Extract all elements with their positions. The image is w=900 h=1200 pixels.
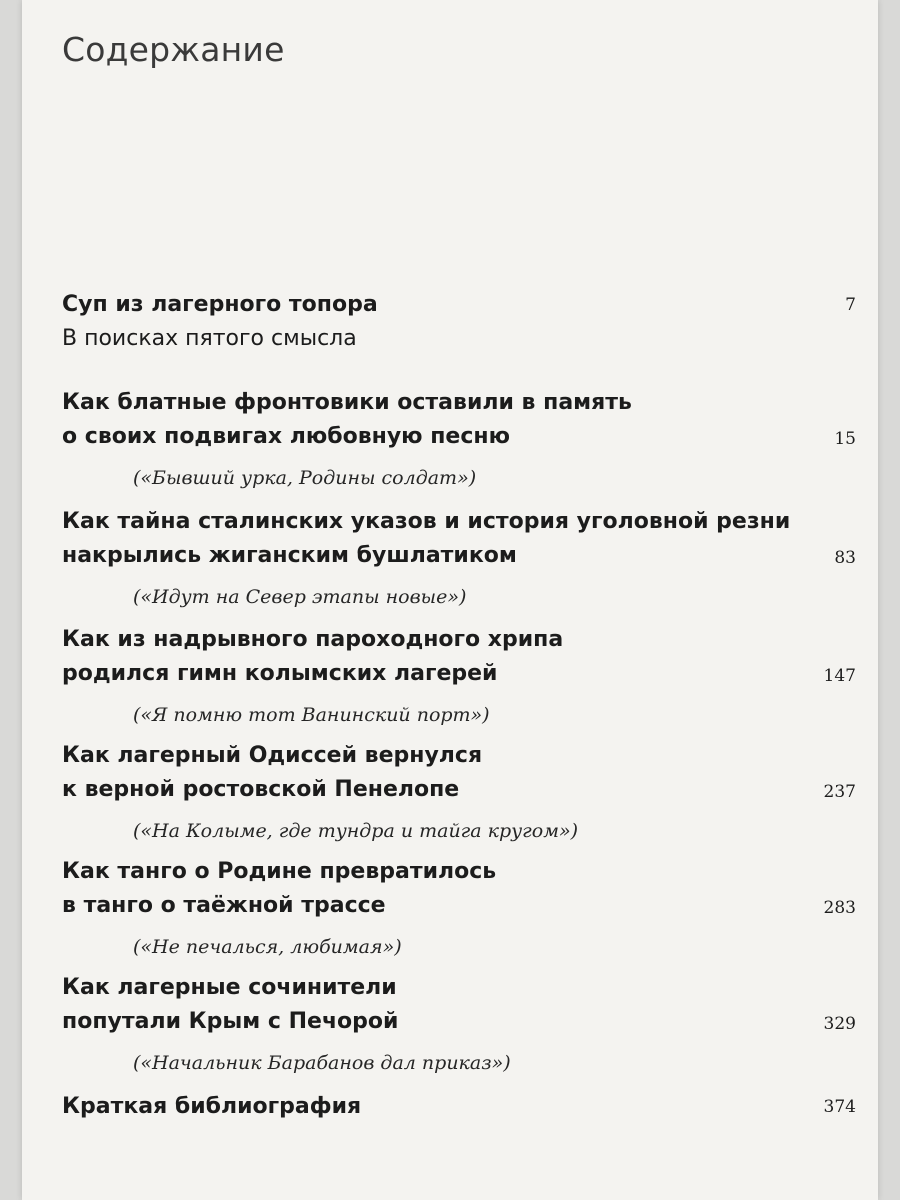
toc-entry	[62, 505, 856, 613]
toc-entry	[62, 739, 856, 847]
toc-entry-title: Как лагерный Одиссей вернулся	[62, 743, 483, 768]
toc-entry	[62, 1090, 856, 1124]
toc-page-number: 283	[823, 898, 856, 918]
toc-entry-title: Как блатные фронтовики оставили в память	[62, 390, 632, 415]
book-page	[22, 0, 878, 1200]
toc-entry-title: к верной ростовской Пенелопе	[62, 777, 460, 802]
toc-entry-title: Как лагерные сочинители	[62, 975, 397, 1000]
toc-entry	[62, 288, 856, 356]
toc-entry-title: Суп из лагерного топора	[62, 292, 378, 317]
toc-page-number: 7	[845, 295, 856, 315]
toc-page-number: 147	[823, 666, 856, 686]
toc-page-number: 329	[823, 1014, 856, 1034]
toc-entry-song: («Я помню тот Ванинский порт»)	[133, 704, 490, 726]
toc-entry-title: Краткая библиография	[62, 1094, 362, 1119]
toc-page-number: 83	[834, 548, 856, 568]
toc-entry-song: («На Колыме, где тундра и тайга кругом»)	[133, 820, 579, 842]
toc-entry-song: («Начальник Барабанов дал приказ»)	[133, 1052, 511, 1074]
toc-entry-title: накрылись жиганским бушлатиком	[62, 543, 517, 568]
page-title: Содержание	[62, 30, 285, 69]
toc-entry-subtitle-line: В поисках пятого смысла	[62, 326, 357, 351]
toc-entry-title: попутали Крым с Печорой	[62, 1009, 399, 1034]
toc-page-number: 237	[823, 782, 856, 802]
toc-entry-song: («Бывший урка, Родины солдат»)	[133, 467, 477, 489]
toc-entry-song: («Не печалься, любимая»)	[133, 936, 402, 958]
toc-page-number: 15	[834, 429, 856, 449]
toc-entry	[62, 623, 856, 731]
toc-entry	[62, 971, 856, 1079]
toc-entry-title: Как тайна сталинских указов и история уголовной резни	[62, 509, 791, 534]
toc-entry-title: родился гимн колымских лагерей	[62, 661, 498, 686]
toc-entry-title: Как танго о Родине превратилось	[62, 859, 497, 884]
toc-entry-song: («Идут на Север этапы новые»)	[133, 586, 467, 608]
toc-entry-title: Как из надрывного пароходного хрипа	[62, 627, 564, 652]
toc-page-number: 374	[823, 1097, 856, 1117]
toc-entry	[62, 386, 856, 494]
toc-entry-title: в танго о таёжной трассе	[62, 893, 386, 918]
toc-entry-title: о своих подвигах любовную песню	[62, 424, 510, 449]
toc-entry	[62, 855, 856, 963]
